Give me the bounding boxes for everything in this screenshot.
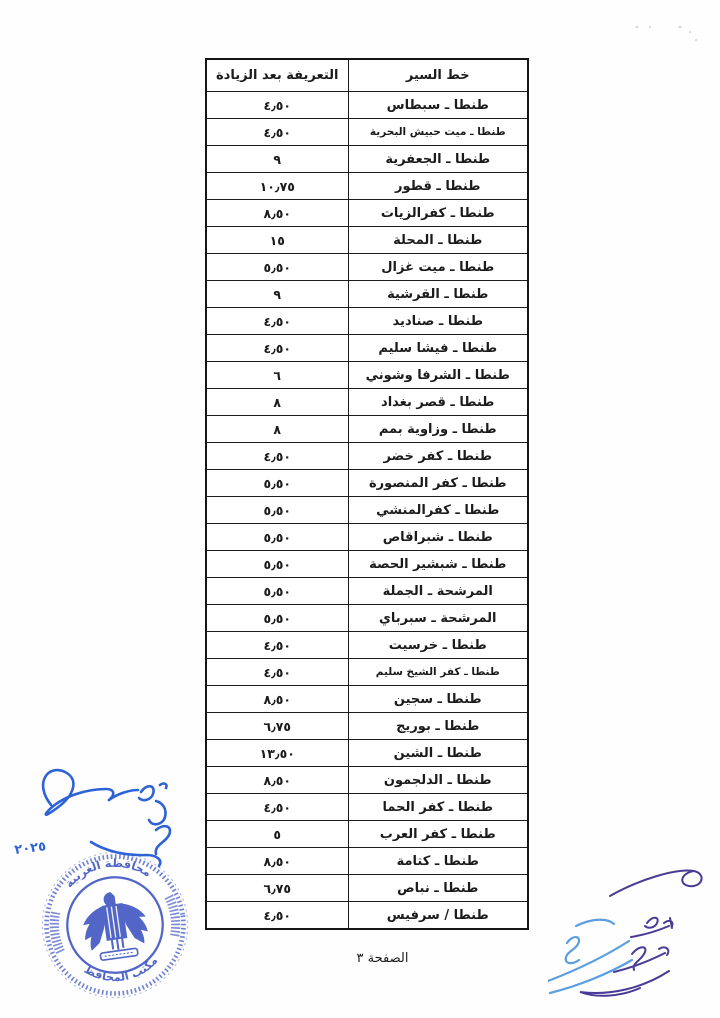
table-row bbox=[206, 362, 528, 389]
fare-cell: ٥ bbox=[206, 821, 348, 848]
route-cell: طنطا ـ سبطاس bbox=[348, 92, 528, 119]
fare-cell: ٤٫٥٠ bbox=[206, 92, 348, 119]
table-row bbox=[206, 659, 528, 686]
route-cell: المرشحة ـ الجملة bbox=[348, 578, 528, 605]
route-cell: طنطا / سرفيس bbox=[348, 902, 528, 930]
table-row bbox=[206, 713, 528, 740]
fare-cell: ٤٫٥٠ bbox=[206, 632, 348, 659]
table-row bbox=[206, 92, 528, 119]
route-cell: طنطا ـ قصر بغداد bbox=[348, 389, 528, 416]
route-cell: طنطا ـ نباص bbox=[348, 875, 528, 902]
fare-cell: ١٥ bbox=[206, 227, 348, 254]
route-cell: طنطا ـ كفر خضر bbox=[348, 443, 528, 470]
route-cell: طنطا ـ خرسيت bbox=[348, 632, 528, 659]
table-row bbox=[206, 227, 528, 254]
table-row bbox=[206, 308, 528, 335]
fare-cell: ٨٫٥٠ bbox=[206, 686, 348, 713]
fare-cell: ٤٫٥٠ bbox=[206, 794, 348, 821]
fare-cell: ٦ bbox=[206, 362, 348, 389]
fare-cell: ٥٫٥٠ bbox=[206, 524, 348, 551]
table-row bbox=[206, 902, 528, 930]
route-cell: طنطا ـ المحلة bbox=[348, 227, 528, 254]
route-cell: طنطا ـ ميت حبيش البحرية bbox=[348, 119, 528, 146]
fare-cell: ٩ bbox=[206, 281, 348, 308]
route-cell: طنطا ـ كفر المنصورة bbox=[348, 470, 528, 497]
eagle-emblem-icon bbox=[79, 888, 151, 963]
route-cell: طنطا ـ صناديد bbox=[348, 308, 528, 335]
fare-cell: ٨٫٥٠ bbox=[206, 848, 348, 875]
fare-cell: ٩ bbox=[206, 146, 348, 173]
fare-cell: ٥٫٥٠ bbox=[206, 578, 348, 605]
table-row bbox=[206, 119, 528, 146]
handwritten-year: ٢٠٢٥ bbox=[13, 839, 48, 858]
route-cell: المرشحة ـ سبرباي bbox=[348, 605, 528, 632]
route-cell: طنطا ـ سجين bbox=[348, 686, 528, 713]
fare-cell: ٤٫٥٠ bbox=[206, 443, 348, 470]
route-cell: طنطا ـ وزاوية بمم bbox=[348, 416, 528, 443]
table-row bbox=[206, 443, 528, 470]
fare-cell: ٥٫٥٠ bbox=[206, 470, 348, 497]
route-cell: طنطا ـ كتامة bbox=[348, 848, 528, 875]
fare-cell: ٦٫٧٥ bbox=[206, 713, 348, 740]
route-cell: طنطا ـ ميت غزال bbox=[348, 254, 528, 281]
table-row bbox=[206, 470, 528, 497]
route-cell: طنطا ـ كفر العرب bbox=[348, 821, 528, 848]
route-cell: طنطا ـ كفر الشيخ سليم bbox=[348, 659, 528, 686]
fare-cell: ٥٫٥٠ bbox=[206, 254, 348, 281]
table-row bbox=[206, 200, 528, 227]
lightblue-signature bbox=[548, 920, 632, 993]
route-cell: طنطا ـ الدلجمون bbox=[348, 767, 528, 794]
fare-cell: ١٠٫٧٥ bbox=[206, 173, 348, 200]
fare-cell: ٤٫٥٠ bbox=[206, 659, 348, 686]
fare-cell: ٤٫٥٠ bbox=[206, 119, 348, 146]
fare-cell: ٥٫٥٠ bbox=[206, 605, 348, 632]
route-cell: طنطا ـ كفر الحما bbox=[348, 794, 528, 821]
table-row bbox=[206, 551, 528, 578]
fare-cell: ٥٫٥٠ bbox=[206, 497, 348, 524]
fare-cell: ٤٫٥٠ bbox=[206, 902, 348, 930]
table-row bbox=[206, 416, 528, 443]
fare-cell: ٦٫٧٥ bbox=[206, 875, 348, 902]
page-number: الصفحة ٣ bbox=[356, 951, 409, 966]
table-row bbox=[206, 686, 528, 713]
table-row bbox=[206, 605, 528, 632]
signatures-bottom-right bbox=[548, 830, 720, 1018]
table-row bbox=[206, 146, 528, 173]
route-cell: طنطا ـ قطور bbox=[348, 173, 528, 200]
header-fare: التعريفة بعد الزيادة bbox=[206, 59, 348, 92]
route-cell: طنطا ـ فيشا سليم bbox=[348, 335, 528, 362]
route-cell: طنطا ـ الشرفا وشوني bbox=[348, 362, 528, 389]
table-row bbox=[206, 389, 528, 416]
header-route: خط السير bbox=[348, 59, 528, 92]
table-row bbox=[206, 173, 528, 200]
route-cell: طنطا ـ الشين bbox=[348, 740, 528, 767]
route-cell: طنطا ـ شبشير الحصة bbox=[348, 551, 528, 578]
scan-specks bbox=[600, 5, 720, 55]
fare-cell: ٤٫٥٠ bbox=[206, 335, 348, 362]
table-row bbox=[206, 497, 528, 524]
table-row bbox=[206, 254, 528, 281]
fare-cell: ٨٫٥٠ bbox=[206, 767, 348, 794]
table-header-row bbox=[206, 59, 528, 92]
table-row bbox=[206, 281, 528, 308]
route-cell: طنطا ـ كفرالمنشي bbox=[348, 497, 528, 524]
fare-cell: ٨ bbox=[206, 389, 348, 416]
fare-cell: ١٣٫٥٠ bbox=[206, 740, 348, 767]
route-cell: طنطا ـ كفرالزيات bbox=[348, 200, 528, 227]
route-cell: طنطا ـ القرشية bbox=[348, 281, 528, 308]
stamp-bottom-text: مكتب المحافظ bbox=[81, 953, 161, 985]
fare-cell: ٨ bbox=[206, 416, 348, 443]
table-row bbox=[206, 524, 528, 551]
table-row bbox=[206, 632, 528, 659]
fare-cell: ٤٫٥٠ bbox=[206, 308, 348, 335]
route-cell: طنطا ـ شبراقاص bbox=[348, 524, 528, 551]
fare-cell: ٨٫٥٠ bbox=[206, 200, 348, 227]
stamp-top-text: محافظة الغربية bbox=[61, 855, 154, 891]
fare-cell: ٥٫٥٠ bbox=[206, 551, 348, 578]
table-row bbox=[206, 578, 528, 605]
route-cell: طنطا ـ بوريج bbox=[348, 713, 528, 740]
route-cell: طنطا ـ الجعفرية bbox=[348, 146, 528, 173]
approval-signature bbox=[5, 750, 255, 885]
table-row bbox=[206, 335, 528, 362]
